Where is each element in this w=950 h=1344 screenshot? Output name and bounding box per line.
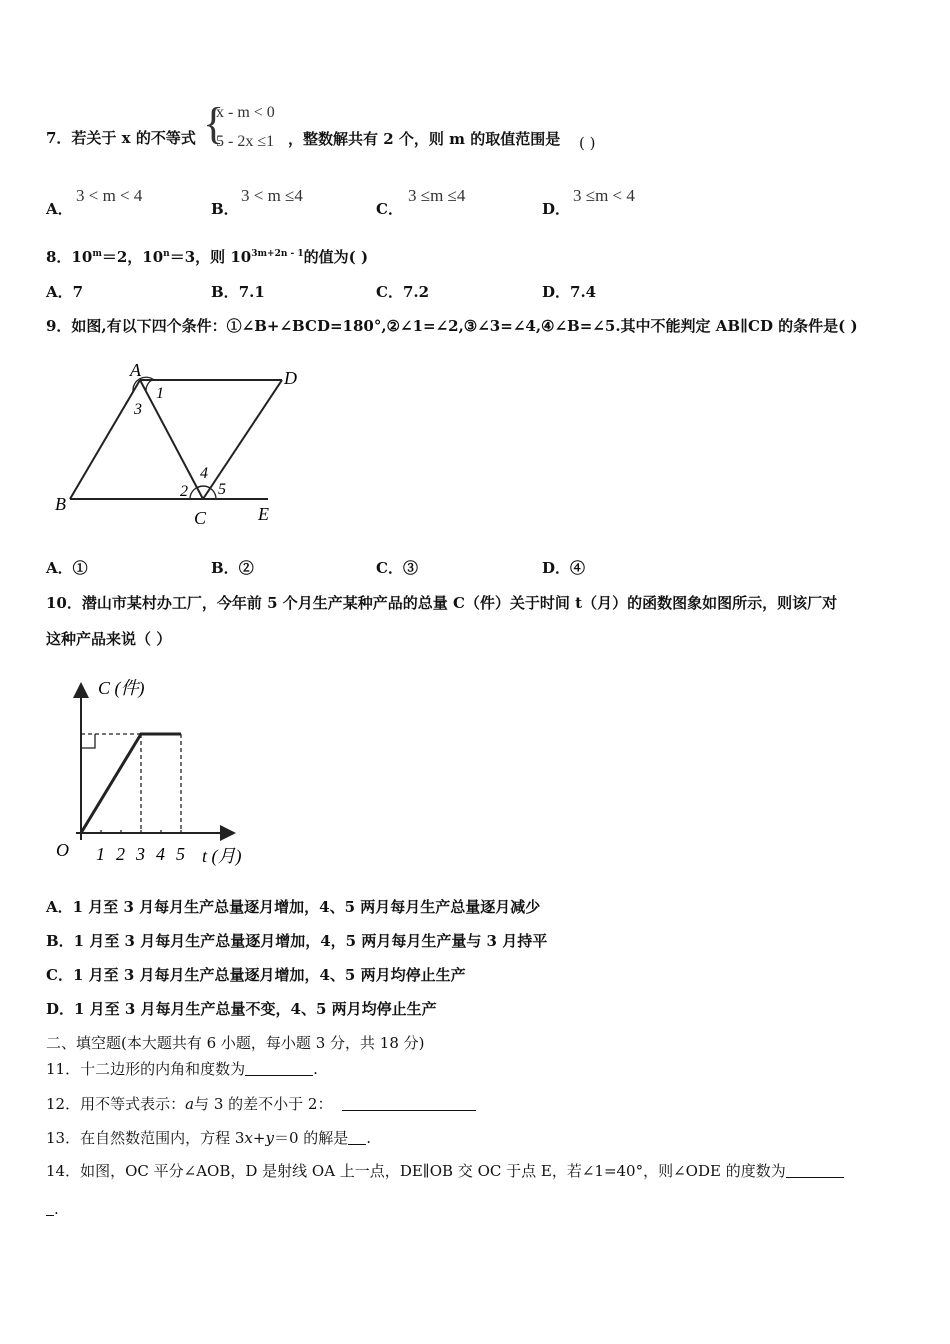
q14-blank-continued[interactable] [46, 1201, 54, 1216]
q7-option-c-text: 3 ≤m ≤4 [408, 186, 466, 205]
q9-angle-4: 4 [200, 465, 208, 482]
q9-option-c[interactable]: C．③ [376, 559, 418, 577]
q9-option-b[interactable]: B．② [211, 559, 254, 577]
q8-option-c[interactable]: C．7.2 [376, 283, 430, 301]
q11: 11．十二边形的内角和度数为 . [46, 1060, 318, 1078]
q10-line2: 这种产品来说（ ） [46, 630, 172, 648]
q10-option-d[interactable]: D．1 月至 3 月每月生产总量不变，4、5 两月均停止生产 [46, 1000, 437, 1018]
q10-right-angle-mark [81, 734, 95, 748]
q7-paren: ( ) [579, 134, 596, 152]
q10-tick-label-2: 2 [116, 844, 125, 864]
q7-stem [46, 127, 196, 148]
q10-x-label: t (月) [202, 846, 242, 866]
q9-label-a: A [130, 360, 141, 380]
q10-line1: 10．潜山市某村办工厂，今年前 5 个月生产某种产品的总量 C（件）关于时间 t（月）的函数图象如图所示，则该厂对 [46, 594, 838, 612]
q7-brace: { [203, 99, 225, 148]
q9-figure [50, 358, 310, 533]
q7-option-d[interactable]: D． [542, 200, 571, 218]
q9-label-c: C [194, 508, 207, 528]
q7-option-a-text: 3 < m < 4 [76, 186, 143, 205]
q10-option-a[interactable]: A．1 月至 3 月每月生产总量逐月增加，4、5 两月每月生产总量逐月减少 [46, 898, 541, 916]
q9-angle-1: 1 [156, 385, 164, 402]
q7-option-a[interactable]: A． [46, 200, 73, 218]
q10-origin-label: O [56, 840, 69, 860]
q7-option-d-text: 3 ≤m < 4 [573, 186, 635, 205]
q8-stem: 8．$10^m=2$，$10^n=3$，则 $10^{3m+2n - 1}$的值为( ) [46, 248, 369, 266]
q13: 13．在自然数范围内，方程 3x+y＝0 的解是 . [46, 1129, 372, 1147]
q10-tick-label-1: 1 [96, 844, 105, 864]
q10-option-c[interactable]: C．1 月至 3 月每月生产总量逐月增加，4、5 两月均停止生产 [46, 966, 466, 984]
q8-option-a[interactable]: A．7 [46, 283, 84, 301]
q8-option-d[interactable]: D．7.4 [542, 283, 597, 301]
q10-series-line [81, 734, 181, 833]
q11-blank[interactable] [245, 1061, 313, 1076]
q7-sys-line2: 5 - 2x ≤1 [216, 133, 275, 150]
q7-option-c[interactable]: C． [376, 200, 403, 218]
section2-heading: 二、填空题(本大题共有 6 小题，每小题 3 分，共 18 分) [46, 1034, 425, 1052]
q10-tick-label-3: 3 [136, 844, 145, 864]
q10-option-b[interactable]: B．1 月至 3 月每月生产总量逐月增加，4，5 两月每月生产量与 3 月持平 [46, 932, 548, 950]
q13-blank[interactable] [348, 1130, 366, 1145]
q7-option-b-text: 3 < m ≤4 [241, 186, 303, 205]
q9-stem: 9．如图,有以下四个条件：①∠B+∠BCD=180°,②∠1=∠2,③∠3=∠4,④∠B=∠5.其中不能判定 AB∥CD 的条件是( ) [46, 317, 858, 335]
q7-prefix: 7．若关于 x 的不等式 [46, 129, 196, 147]
q14: 14．如图，OC 平分∠AOB，D 是射线 OA 上一点，DE∥OB 交 OC 于点 E，若∠1=40°，则∠ODE 的度数为 [46, 1160, 844, 1181]
q8-option-b[interactable]: B．7.1 [211, 283, 265, 301]
q10-tick-label-5: 5 [176, 844, 185, 864]
q7-option-b[interactable]: B． [211, 200, 239, 218]
q9-angle-2: 2 [180, 483, 188, 500]
q9-label-e: E [258, 504, 269, 524]
q9-angle-5: 5 [218, 481, 226, 498]
q9-label-b: B [55, 494, 66, 514]
q9-option-d[interactable]: D．④ [542, 559, 586, 577]
q14-blank[interactable] [786, 1163, 844, 1178]
q9-option-a[interactable]: A．① [46, 559, 88, 577]
q10-chart [50, 672, 260, 872]
q14-continued: . [46, 1200, 59, 1218]
q7-suffix: ，整数解共有 2 个，则 m 的取值范围是 [288, 130, 561, 148]
q9-label-d: D [284, 368, 297, 388]
q12-blank[interactable] [342, 1096, 476, 1111]
q10-y-label: C (件) [98, 678, 145, 698]
q9-angle-3: 3 [134, 401, 142, 418]
q12: 12．用不等式表示：a与 3 的差不小于 2： [46, 1093, 476, 1114]
q7-sys-line1: x - m < 0 [216, 104, 275, 121]
q10-tick-label-4: 4 [156, 844, 165, 864]
